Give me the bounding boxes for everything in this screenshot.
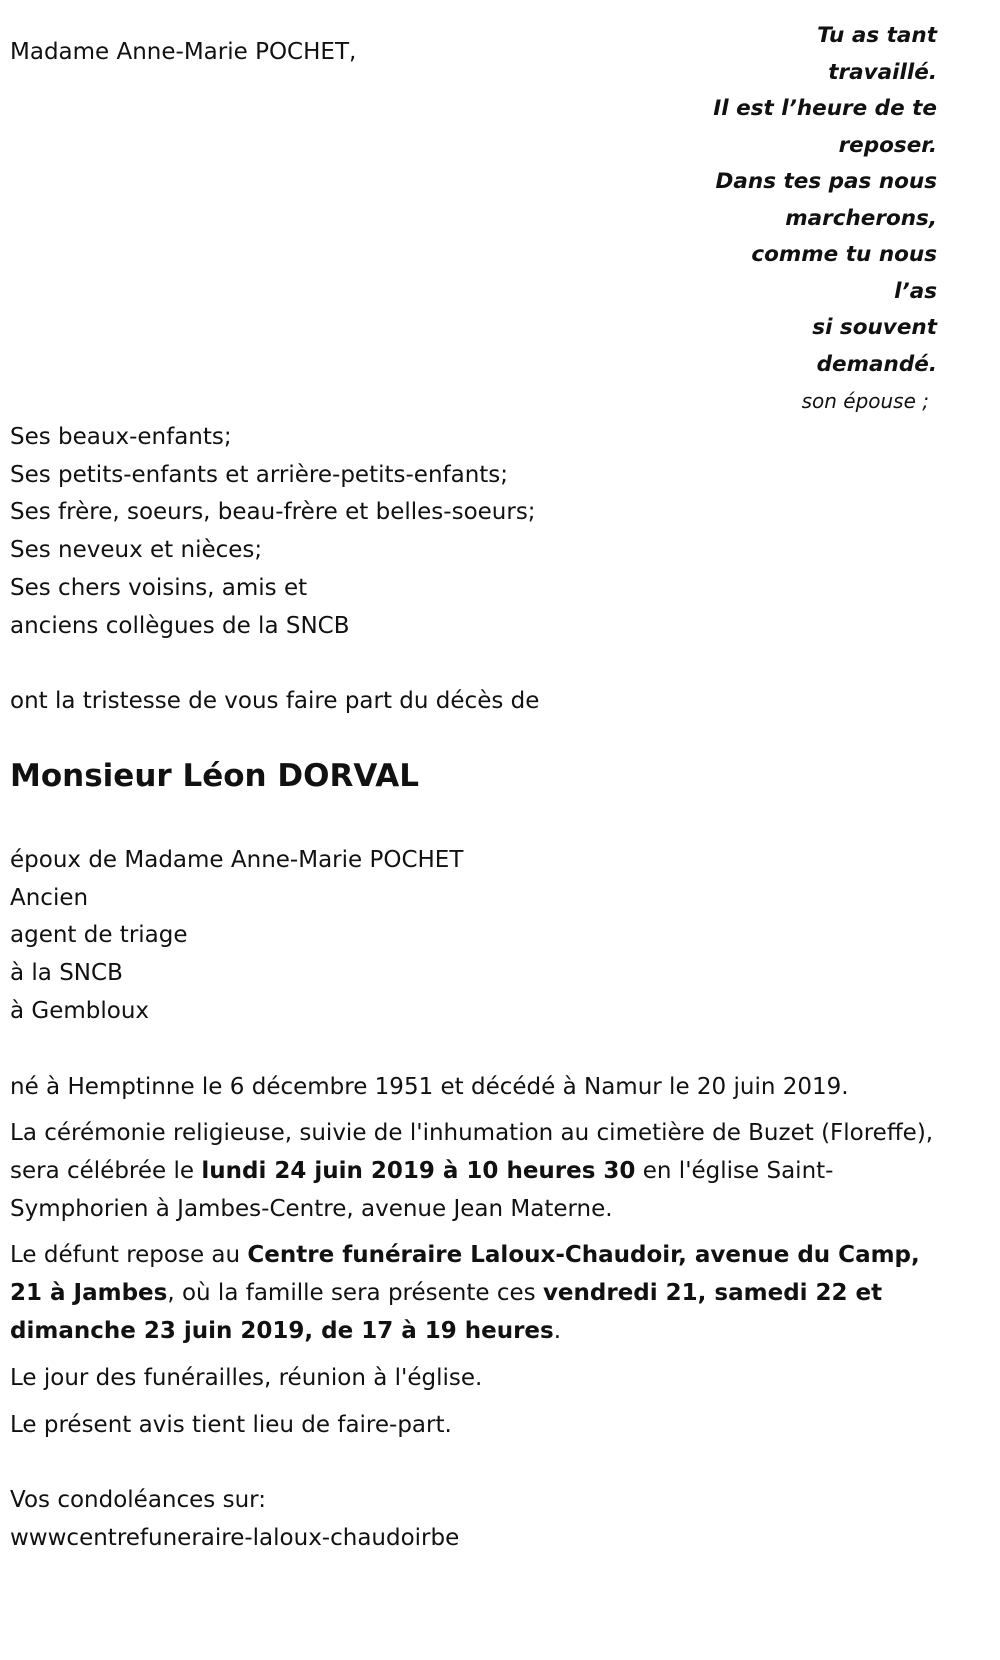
- poem-line: Dans tes pas nous: [715, 169, 937, 194]
- details: [10, 842, 463, 1031]
- detail-line: époux de Madame Anne-Marie POCHET: [10, 847, 464, 873]
- family-line: Ses beaux-enfants;: [10, 424, 232, 450]
- notice: Le présent avis tient lieu de faire-part.: [10, 1412, 452, 1438]
- deceased-name: Monsieur Léon DORVAL: [10, 758, 419, 794]
- repose-text: Le défunt repose au: [10, 1242, 248, 1268]
- condolences-link[interactable]: wwwcentrefuneraire-laloux-chaudoirbe: [10, 1525, 460, 1551]
- poem-line: si souvent: [812, 315, 937, 340]
- funeral-day: Le jour des funérailles, réunion à l'église.: [10, 1365, 483, 1391]
- announcement: ont la tristesse de vous faire part du décès de: [10, 688, 540, 714]
- ceremony-text: La cérémonie religieuse, suivie de l'inhumation au cimetière de Buzet (Floreffe), sera célébrée le: [10, 1120, 934, 1184]
- poem-line: travaillé.: [828, 59, 937, 85]
- family-line: anciens collègues de la SNCB: [10, 612, 350, 639]
- visiting-hours: vendredi 21, samedi 22 et dimanche 23 juin 2019, de 17 à 19 heures: [10, 1280, 883, 1344]
- family-list: [10, 419, 536, 645]
- family-line: Ses petits-enfants et arrière-petits-enfants;: [10, 461, 509, 488]
- birth-death: né à Hemptinne le 6 décembre 1951 et décédé à Namur le 20 juin 2019.: [10, 1074, 849, 1100]
- detail-line: à Gembloux: [10, 997, 150, 1024]
- ceremony-place: en l'église Saint-Symphorien à Jambes-Centre, avenue Jean Materne.: [10, 1158, 834, 1222]
- poem-line: Tu as tant: [817, 23, 937, 48]
- poem-line: Il est l’heure de te: [713, 96, 937, 121]
- family-line: Ses chers voisins, amis et: [10, 574, 308, 601]
- family-line: Ses frère, soeurs, beau-frère et belles-soeurs;: [10, 499, 536, 526]
- poem-line: reposer.: [838, 132, 937, 158]
- repose-text: , où la famille sera présente ces: [167, 1280, 543, 1306]
- ceremony-date: lundi 24 juin 2019 à 10 heures 30: [201, 1158, 636, 1184]
- repose-text: .: [553, 1318, 562, 1344]
- poem-line: comme tu nous: [751, 242, 937, 267]
- spouse-line: Madame Anne-Marie POCHET,: [10, 39, 357, 65]
- poem-line: demandé.: [816, 351, 937, 377]
- poem: [677, 18, 937, 420]
- condolences-label: Vos condoléances sur:: [10, 1487, 266, 1513]
- family-line: Ses neveux et nièces;: [10, 537, 263, 564]
- ceremony-paragraph: [10, 1114, 945, 1228]
- detail-line: à la SNCB: [10, 960, 123, 987]
- poem-line: marcherons,: [785, 205, 937, 231]
- poem-signature: son épouse ;: [801, 389, 929, 413]
- repose-location: Centre funéraire Laloux-Chaudoir, avenue du Camp, 21 à Jambes: [10, 1242, 920, 1306]
- detail-line: agent de triage: [10, 922, 188, 949]
- repose-paragraph: [10, 1236, 945, 1350]
- detail-line: Ancien: [10, 884, 89, 911]
- poem-line: l’as: [894, 278, 937, 304]
